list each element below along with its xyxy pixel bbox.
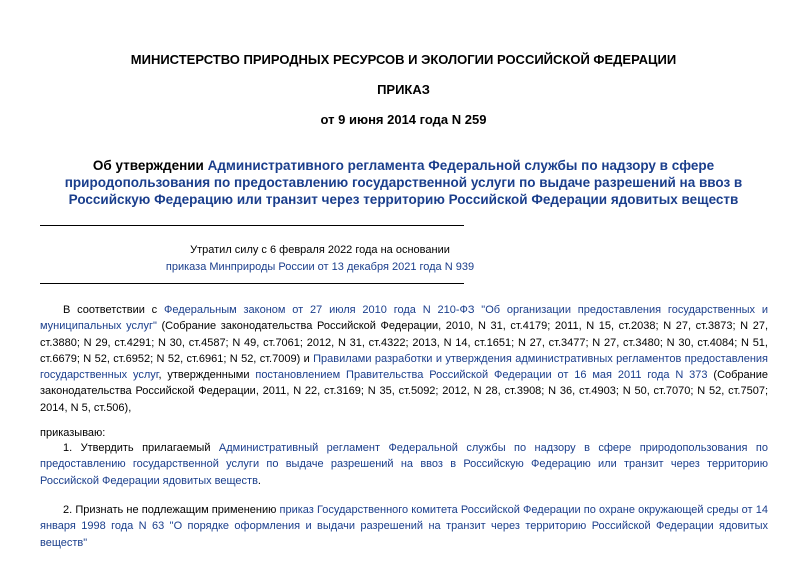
regulation-link[interactable]: Административный регламент Федеральной службы по надзору в сфере природопользования по предоставлению государственной услуги по выдаче разрешений на ввоз в Российскую Федерацию или транзит через территорию Российской Федерации ядовитых веществ <box>40 442 768 487</box>
p4-text-1: 2. Признать не подлежащим применению <box>63 504 280 516</box>
status-order-link[interactable]: приказа Минприроды России от 13 декабря 2021 года N 939 <box>165 261 475 273</box>
paragraph-item-1 <box>40 440 768 489</box>
status-note: Утратил силу с 6 февраля 2022 года на основании <box>190 244 450 256</box>
title-prefix: Об утверждении <box>92 158 208 173</box>
p1-text-2: (Собрание законодательства Российской Федерации, 2010, N 31, ст.4179; 2011, N 15, ст.2038; N 27, ст.3873; N 27, ст.3880; N 29, ст.4291; N 30, ст.4587; N 49, ст.7061; 2012, N 31, ст.4322; 2013, N 14, ст.1651; N 27, ст.3477; N 27, ст.3480; N 30, ст.4084; N 51, ст.6679; N 52, ст.6952; N 52, ст.6961; N 52, ст.7009) и <box>40 320 769 365</box>
paragraph-basis <box>40 302 768 416</box>
p3-text-1: 1. Утвердить прилагаемый <box>63 442 219 454</box>
document-title <box>60 157 747 208</box>
federal-law-link[interactable]: Федеральным законом от 27 июля 2010 года N 210-ФЗ "Об организации предоставления государственных и муниципальных услуг" <box>40 304 768 333</box>
rules-link[interactable]: Правилами разработки и утверждения административных регламентов предоставления государственных услуг <box>40 352 768 382</box>
paragraph-order: приказываю: <box>40 427 106 439</box>
old-order-link[interactable]: приказ Государственного комитета Российской Федерации по охране окружающей среды от 14 января 1998 года N 63 "О порядке оформления и выдачи разрешений на транзит через территорию Российской Федерации ядовитых веществ" <box>40 504 768 549</box>
government-decree-link[interactable]: постановлением Правительства Российской Федерации от 16 мая 2011 года N 373 <box>255 369 708 382</box>
ministry-name: МИНИСТЕРСТВО ПРИРОДНЫХ РЕСУРСОВ И ЭКОЛОГИИ РОССИЙСКОЙ ФЕДЕРАЦИИ <box>130 52 677 67</box>
paragraph-item-2 <box>40 502 768 551</box>
title-regulation-link[interactable]: Административного регламента Федеральной службы по надзору в сфере природопользования по предоставлению государственной услуги по выдаче разрешений на ввоз в Российскую Федерацию или транзит через территорию Российской Федерации ядовитых веществ <box>64 158 743 207</box>
document-type: ПРИКАЗ <box>377 82 430 97</box>
divider-top <box>40 225 464 226</box>
divider-bottom <box>40 283 464 284</box>
p1-text-1: В соответствии с <box>63 304 164 316</box>
document-date-number: от 9 июня 2014 года N 259 <box>320 112 487 127</box>
p3-text-2: . <box>257 474 261 487</box>
p1-text-3: , утвержденными <box>158 369 256 382</box>
p1-text-4: (Собрание законодательства Российской Федерации, 2011, N 22, ст.3169; N 35, ст.5092; 2012, N 28, ст.3908; N 36, ст.4903; N 50, ст.7070; N 52, ст.7507; 2014, N 5, ст.506), <box>40 369 768 414</box>
